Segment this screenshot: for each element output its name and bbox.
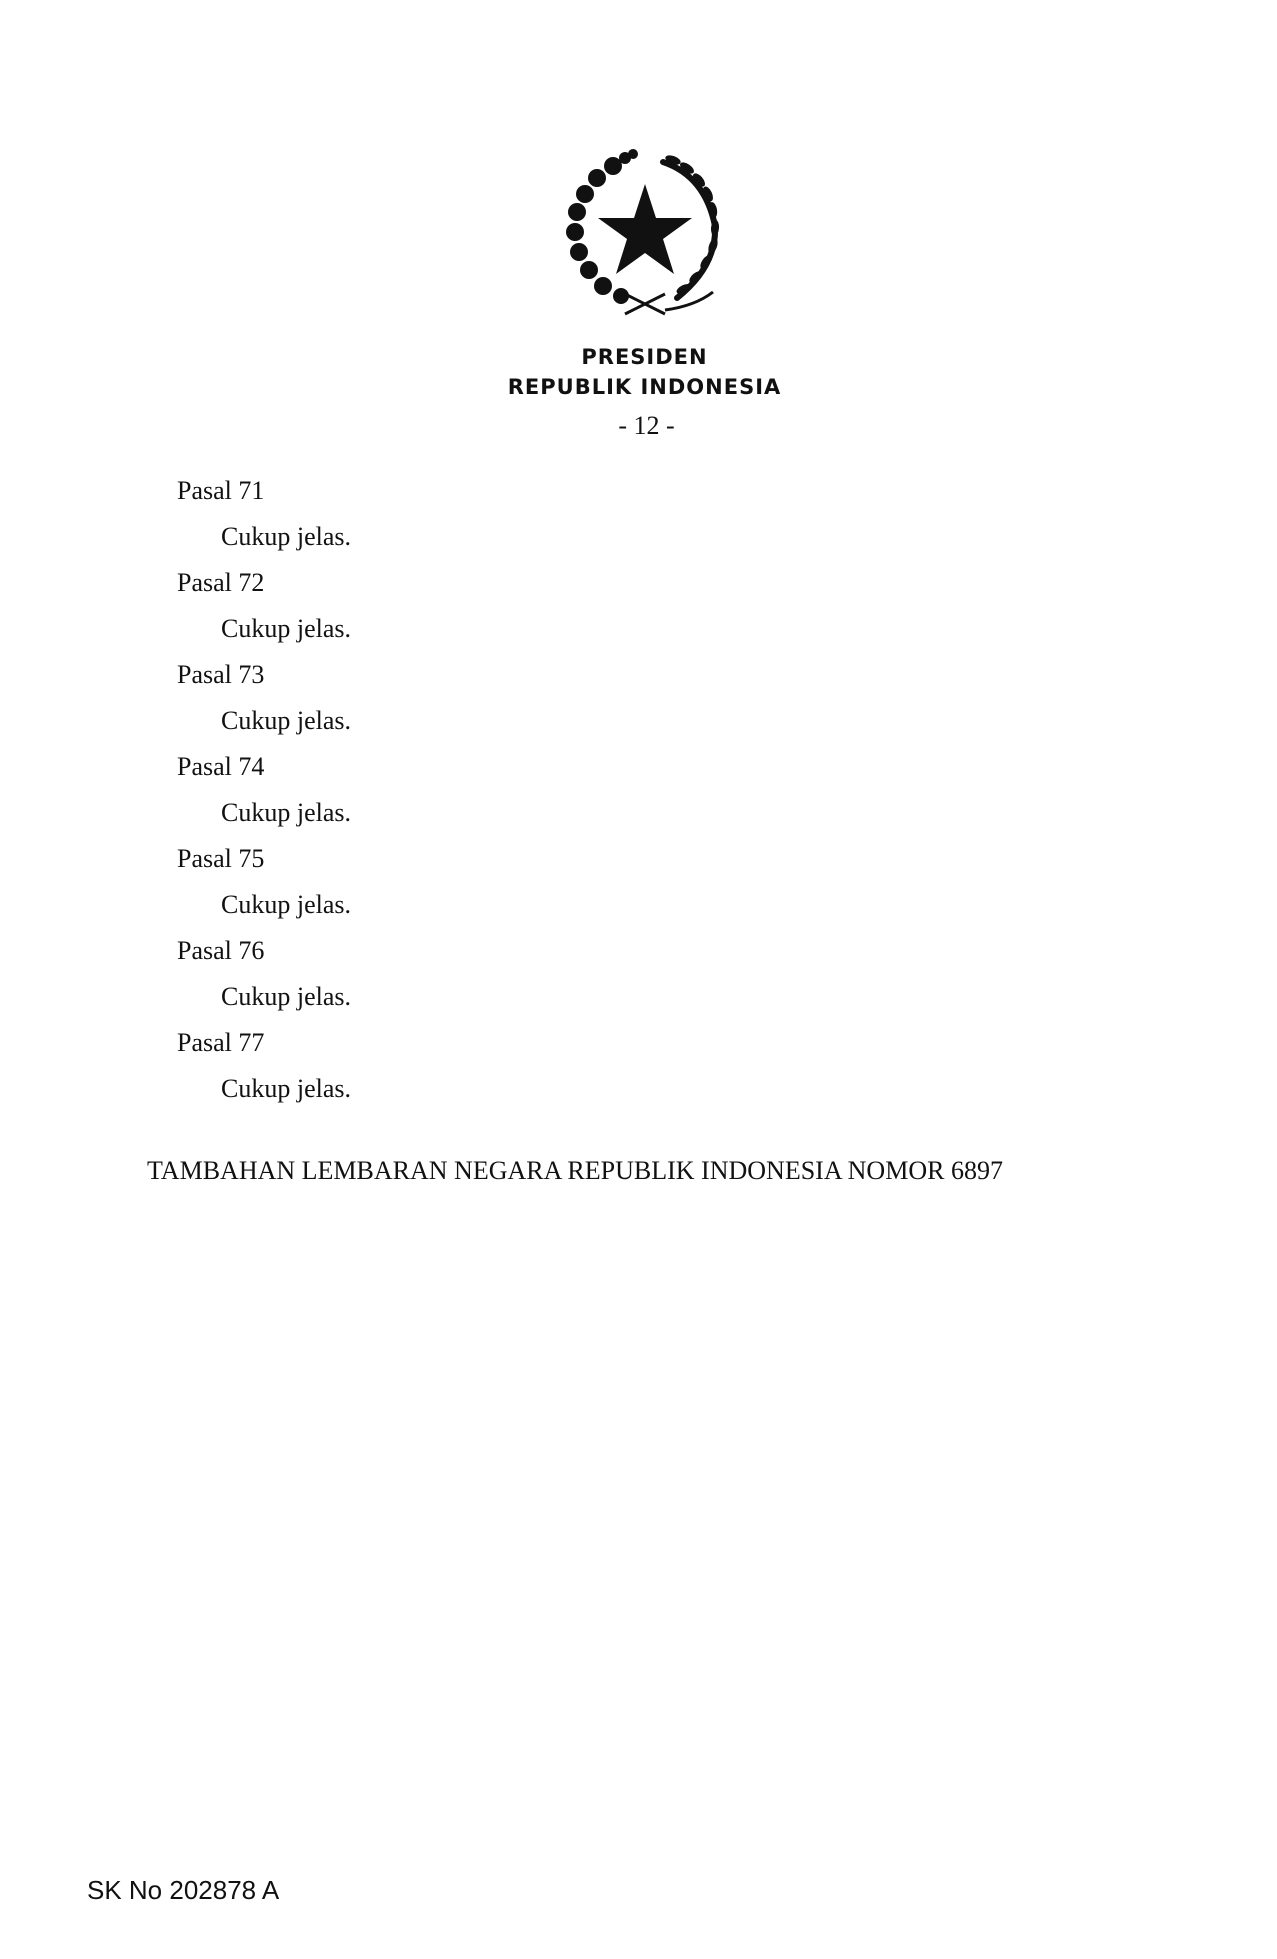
list-item bbox=[177, 560, 351, 652]
article-title: Pasal 74 bbox=[177, 752, 265, 781]
footer-document-code: SK No 202878 A bbox=[87, 1875, 280, 1905]
article-title: Pasal 72 bbox=[177, 568, 265, 597]
article-body: Cukup jelas. bbox=[221, 614, 351, 643]
state-gazette-supplement: TAMBAHAN LEMBARAN NEGARA REPUBLIK INDONESIA NOMOR 6897 bbox=[147, 1156, 1003, 1185]
list-item bbox=[177, 468, 351, 560]
article-title: Pasal 75 bbox=[177, 844, 265, 873]
article-body: Cukup jelas. bbox=[221, 1074, 351, 1103]
page-number: - 12 - bbox=[618, 411, 675, 440]
list-item bbox=[177, 1020, 351, 1112]
article-list bbox=[177, 468, 351, 1112]
article-body: Cukup jelas. bbox=[221, 522, 351, 551]
article-title: Pasal 73 bbox=[177, 660, 265, 689]
header-republik-indonesia: REPUBLIK INDONESIA bbox=[507, 375, 782, 399]
presidential-seal-icon bbox=[555, 146, 735, 318]
star-icon bbox=[598, 184, 692, 274]
article-title: Pasal 77 bbox=[177, 1028, 265, 1057]
list-item bbox=[177, 652, 351, 744]
list-item bbox=[177, 928, 351, 1020]
article-body: Cukup jelas. bbox=[221, 706, 351, 735]
article-title: Pasal 71 bbox=[177, 476, 265, 505]
header-presiden: PRESIDEN bbox=[581, 345, 708, 369]
article-body: Cukup jelas. bbox=[221, 890, 351, 919]
article-body: Cukup jelas. bbox=[221, 982, 351, 1011]
article-body: Cukup jelas. bbox=[221, 798, 351, 827]
article-title: Pasal 76 bbox=[177, 936, 265, 965]
list-item bbox=[177, 836, 351, 928]
list-item bbox=[177, 744, 351, 836]
